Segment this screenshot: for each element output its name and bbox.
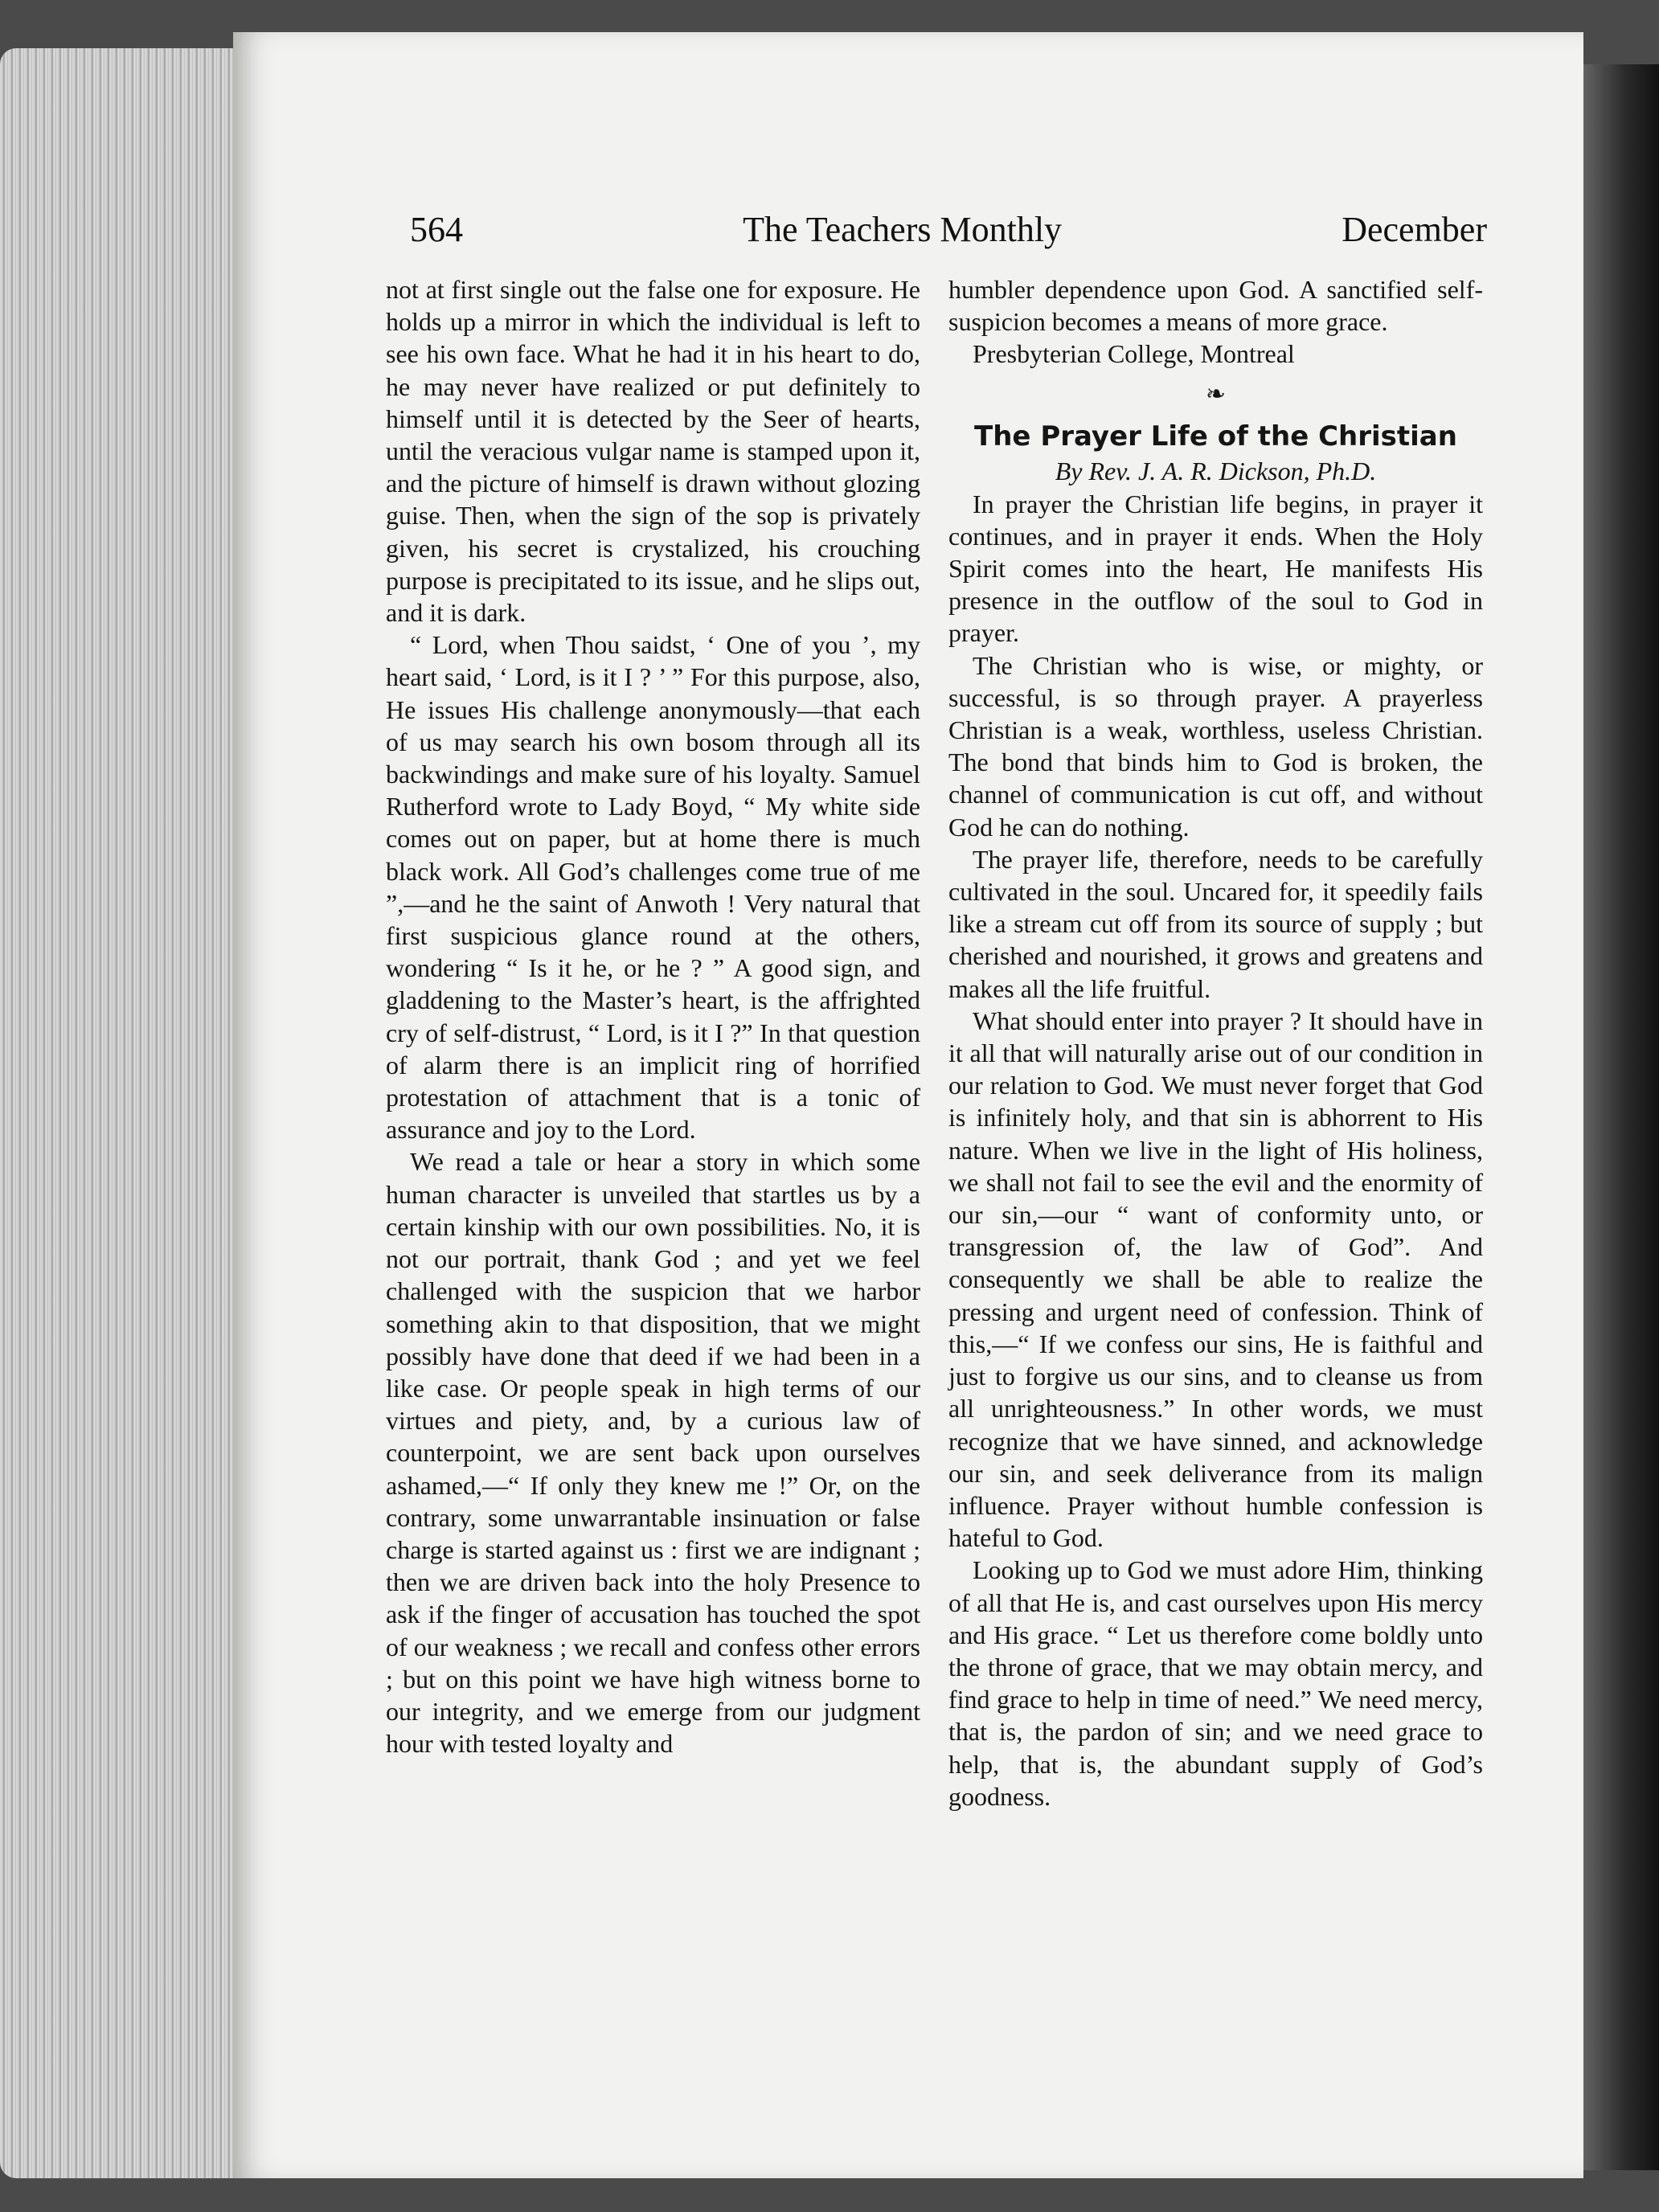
article-title: The Prayer Life of the Christian <box>974 420 1457 453</box>
publication-title: The Teachers Monthly <box>743 210 1063 249</box>
paragraph: The prayer life, therefore, needs to be carefully cultivated in the soul. Uncared for, it speedily fails like a stream cut off from its source of supply ; but cherished and nourished, it grows and greatens and makes all the life fruitful. <box>948 844 1483 1003</box>
paragraph: In prayer the Christian life begins, in prayer it continues, and in prayer it ends. When the Holy Spirit comes into the heart, He manifests His presence in the outflow of the soul to God in prayer. <box>948 489 1483 648</box>
book-page <box>233 32 1583 2178</box>
paragraph: We read a tale or hear a story in which some human character is unveiled that startles us by a certain kinship with our own possibilities. No, it is not our portrait, thank God ; and yet we feel challenged with the suspicion that we harbor something akin to that disposition, that we might possibly have done that deed if we had been in a like case. Or people speak in high terms of our virtues and piety, and, by a curious law of counterpoint, we are sent back upon ourselves ashamed,—“ If only they knew me !” Or, on the contrary, some unwarrantable insinuation or false charge is started against us : first we are indignant ; then we are driven back into the holy Presence to ask if the finger of accusation has touched the spot of our weakness ; we recall and confess other errors ; but on this point we have high witness borne to our integrity, and we emerge from our judgment hour with tested loyalty and <box>386 1147 920 1759</box>
paragraph: What should enter into prayer ? It should have in it all that will naturally arise out of our condition in our relation to God. We must never forget that God is infinitely holy, and that sin is abhorrent to His nature. When we live in the light of His holiness, we shall not fail to see the evil and the enormity of our sin,—our “ want of conformity unto, or transgression of, the law of God”. And consequently we shall be able to realize the pressing and urgent need of confession. Think of this,—“ If we confess our sins, He is faithful and just to forgive us our sins, and to cleanse us from all unrighteousness.” In other words, we must recognize that we have sinned, and acknowledge our sin, and seek deliverance from its malign influence. Prayer without humble confession is hateful to God. <box>948 1006 1483 1553</box>
book-page-edges <box>0 48 241 2178</box>
ornament-icon: ❧ <box>1205 380 1227 408</box>
running-head <box>410 209 1487 273</box>
issue-month: December <box>1342 210 1487 249</box>
signoff: Presbyterian College, Montreal <box>973 339 1295 369</box>
paragraph: Looking up to God we must adore Him, thinking of all that He is, and cast ourselves upon His mercy and His grace. “ Let us therefore come boldly unto the throne of grace, that we may obtain mercy, and find grace to help in time of need.” We need mercy, that is, the pardon of sin; and we need grace to help, that is, the abundant supply of God’s goodness. <box>948 1555 1483 1811</box>
paragraph: The Christian who is wise, or mighty, or successful, is so through prayer. A prayerless Christian is a weak, worthless, useless Christian. The bond that binds him to God is broken, the channel of communication is cut off, and without God he can do nothing. <box>948 650 1483 842</box>
page-number: 564 <box>410 210 463 249</box>
right-column <box>948 273 1483 1813</box>
byline: By Rev. J. A. R. Dickson, Ph.D. <box>1055 456 1377 485</box>
paragraph: not at first single out the false one for exposure. He holds up a mirror in which the individual is left to see his own face. What he had it in his heart to do, he may never have realized or put definitely to himself until it is detected by the Seer of hearts, until the veracious vulgar name is stamped upon it, and the picture of himself is drawn without glozing guise. Then, when the sign of the sop is privately given, his secret is crystalized, his crouching purpose is precipitated to its issue, and he slips out, and it is dark. <box>386 275 920 628</box>
left-column <box>386 273 920 1759</box>
paragraph: “ Lord, when Thou saidst, ‘ One of you ’, my heart said, ‘ Lord, is it I ? ’ ” For this purpose, also, He issues His challenge anonymously—that each of us may search his own bosom through all its backwindings and make sure of his loyalty. Samuel Rutherford wrote to Lady Boyd, “ My white side comes out on paper, but at home there is much black work. All God’s challenges come true of me ”,—and he the saint of Anwoth ! Very natural that first suspicious glance round at the others, wondering “ Is it he, or he ? ” A good sign, and gladdening to the Master’s heart, is the affrighted cry of self-distrust, “ Lord, is it I ?” In that question of alarm there is an implicit ring of horrified protestation of attachment that is a tonic of assurance and joy to the Lord. <box>386 630 920 1145</box>
book-cover-edge <box>1575 64 1659 2170</box>
paragraph: humbler dependence upon God. A sanctified self-suspicion becomes a means of more grace. <box>948 275 1483 337</box>
